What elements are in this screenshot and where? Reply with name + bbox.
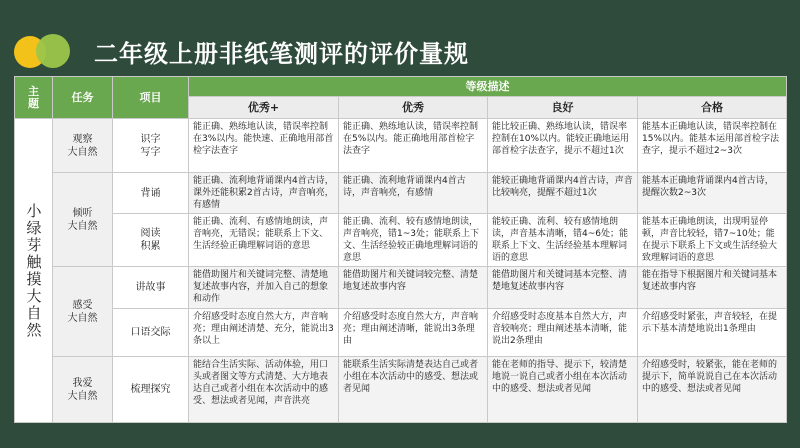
table-cell: 介绍感受时态度自然大方，声音响亮；理由阐述清楚、充分，能说出3条以上 bbox=[189, 309, 339, 357]
table-cell: 能正确、熟练地认读，错误率控制在3%以内。能快速、正确地用部首检字法查字 bbox=[189, 119, 339, 173]
table-cell: 介绍感受时紧张，声音较轻，在提示下基本清楚地说出1条理由 bbox=[638, 309, 787, 357]
table-cell: 介绍感受时，较紧张，能在老师的提示下，简单说说自己在本次活动中的感受、想法或者见闻 bbox=[638, 357, 787, 423]
table-cell: 能较正确、流利、较有感情地朗读，声音基本清晰，错4~6处；能联系上下文、生活经验基本理解词语的意思 bbox=[488, 214, 638, 267]
table-cell: 能比较正确、熟练地认读，错误率控制在10%以内。能较正确地运用部首检字法查字，提示不超过1次 bbox=[488, 119, 638, 173]
table-cell: 能基本正确地朗读，出现明显停顿，声音比较轻，错7~10处；能在提示下联系上下文或生活经验大致理解词语的意思 bbox=[638, 214, 787, 267]
header-level-excellent-plus: 优秀+ bbox=[189, 97, 339, 119]
header-level-pass: 合格 bbox=[638, 97, 787, 119]
item-recite: 背诵 bbox=[113, 173, 189, 214]
table-cell: 介绍感受时态度自然大方，声音响亮；理由阐述清晰，能说出3条理由 bbox=[339, 309, 488, 357]
header-level-excellent: 优秀 bbox=[339, 97, 488, 119]
table-cell: 能正确、流利、有感情地朗读，声音响亮，无错误；能联系上下文、生活经验正确理解词语的意思 bbox=[189, 214, 339, 267]
header-task: 任务 bbox=[53, 77, 113, 119]
table-cell: 能借助图片和关键词较完整、清楚地复述故事内容 bbox=[339, 267, 488, 309]
header-item: 项目 bbox=[113, 77, 189, 119]
task-observe: 观察 大自然 bbox=[53, 119, 113, 173]
table-cell: 能在老师的指导、提示下，较清楚地说一说自己或者小组在本次活动中的感受、想法或者见闻 bbox=[488, 357, 638, 423]
task-listen: 倾听 大自然 bbox=[53, 173, 113, 267]
table-cell: 能较正确地背诵课内4首古诗，声音比较响亮，提醒不超过1次 bbox=[488, 173, 638, 214]
title-bar bbox=[0, 0, 800, 72]
table-cell: 能基本正确地背诵课内4首古诗，提醒次数2~3次 bbox=[638, 173, 787, 214]
table-cell: 能正确、流利地背诵课内4首古诗，课外还能积累2首古诗，声音响亮，有感情 bbox=[189, 173, 339, 214]
table-cell: 能正确、流利、较有感情地朗读，声音响亮，错1~3处；能联系上下文、生活经验较正确地理解词语的意思 bbox=[339, 214, 488, 267]
task-love: 我爱 大自然 bbox=[53, 357, 113, 423]
green-circle-decoration bbox=[36, 34, 70, 68]
item-inquiry: 梳理探究 bbox=[113, 357, 189, 423]
table-cell: 能正确、流利地背诵课内4首古诗，声音响亮，有感情 bbox=[339, 173, 488, 214]
table-cell: 能结合生活实际、活动体验，用口头或者图文等方式清楚、大方地表达自己或者小组在本次活动中的感受、想法或者见闻，声音洪亮 bbox=[189, 357, 339, 423]
table-cell: 介绍感受时态度基本自然大方，声音较响亮；理由阐述基本清晰，能说出2条理由 bbox=[488, 309, 638, 357]
header-grade-description: 等级描述 bbox=[189, 77, 787, 97]
rubric-table bbox=[14, 76, 787, 423]
header-level-good: 良好 bbox=[488, 97, 638, 119]
table-cell: 能正确、熟练地认读，错误率控制在5%以内。能正确地用部首检字法查字 bbox=[339, 119, 488, 173]
header-topic: 主 题 bbox=[15, 77, 53, 119]
item-literacy: 识字 写字 bbox=[113, 119, 189, 173]
task-feel: 感受 大自然 bbox=[53, 267, 113, 357]
item-reading: 阅读 积累 bbox=[113, 214, 189, 267]
table-cell: 能在指导下根据图片和关键词基本复述故事内容 bbox=[638, 267, 787, 309]
item-storytelling: 讲故事 bbox=[113, 267, 189, 309]
table-cell: 能借助图片和关键词完整、清楚地复述故事内容，并加入自己的想象和动作 bbox=[189, 267, 339, 309]
page-title: 二年级上册非纸笔测评的评价量规 bbox=[94, 40, 469, 68]
item-oral-communication: 口语交际 bbox=[113, 309, 189, 357]
topic-cell: 小绿芽触摸大自然 bbox=[15, 119, 53, 423]
table-cell: 能联系生活实际清楚表达自己或者小组在本次活动中的感受、想法或者见闻 bbox=[339, 357, 488, 423]
table-cell: 能借助图片和关键词基本完整、清楚地复述故事内容 bbox=[488, 267, 638, 309]
table-cell: 能基本正确地认读，错误率控制在15%以内。能基本运用部首检字法查字，提示不超过2~3次 bbox=[638, 119, 787, 173]
